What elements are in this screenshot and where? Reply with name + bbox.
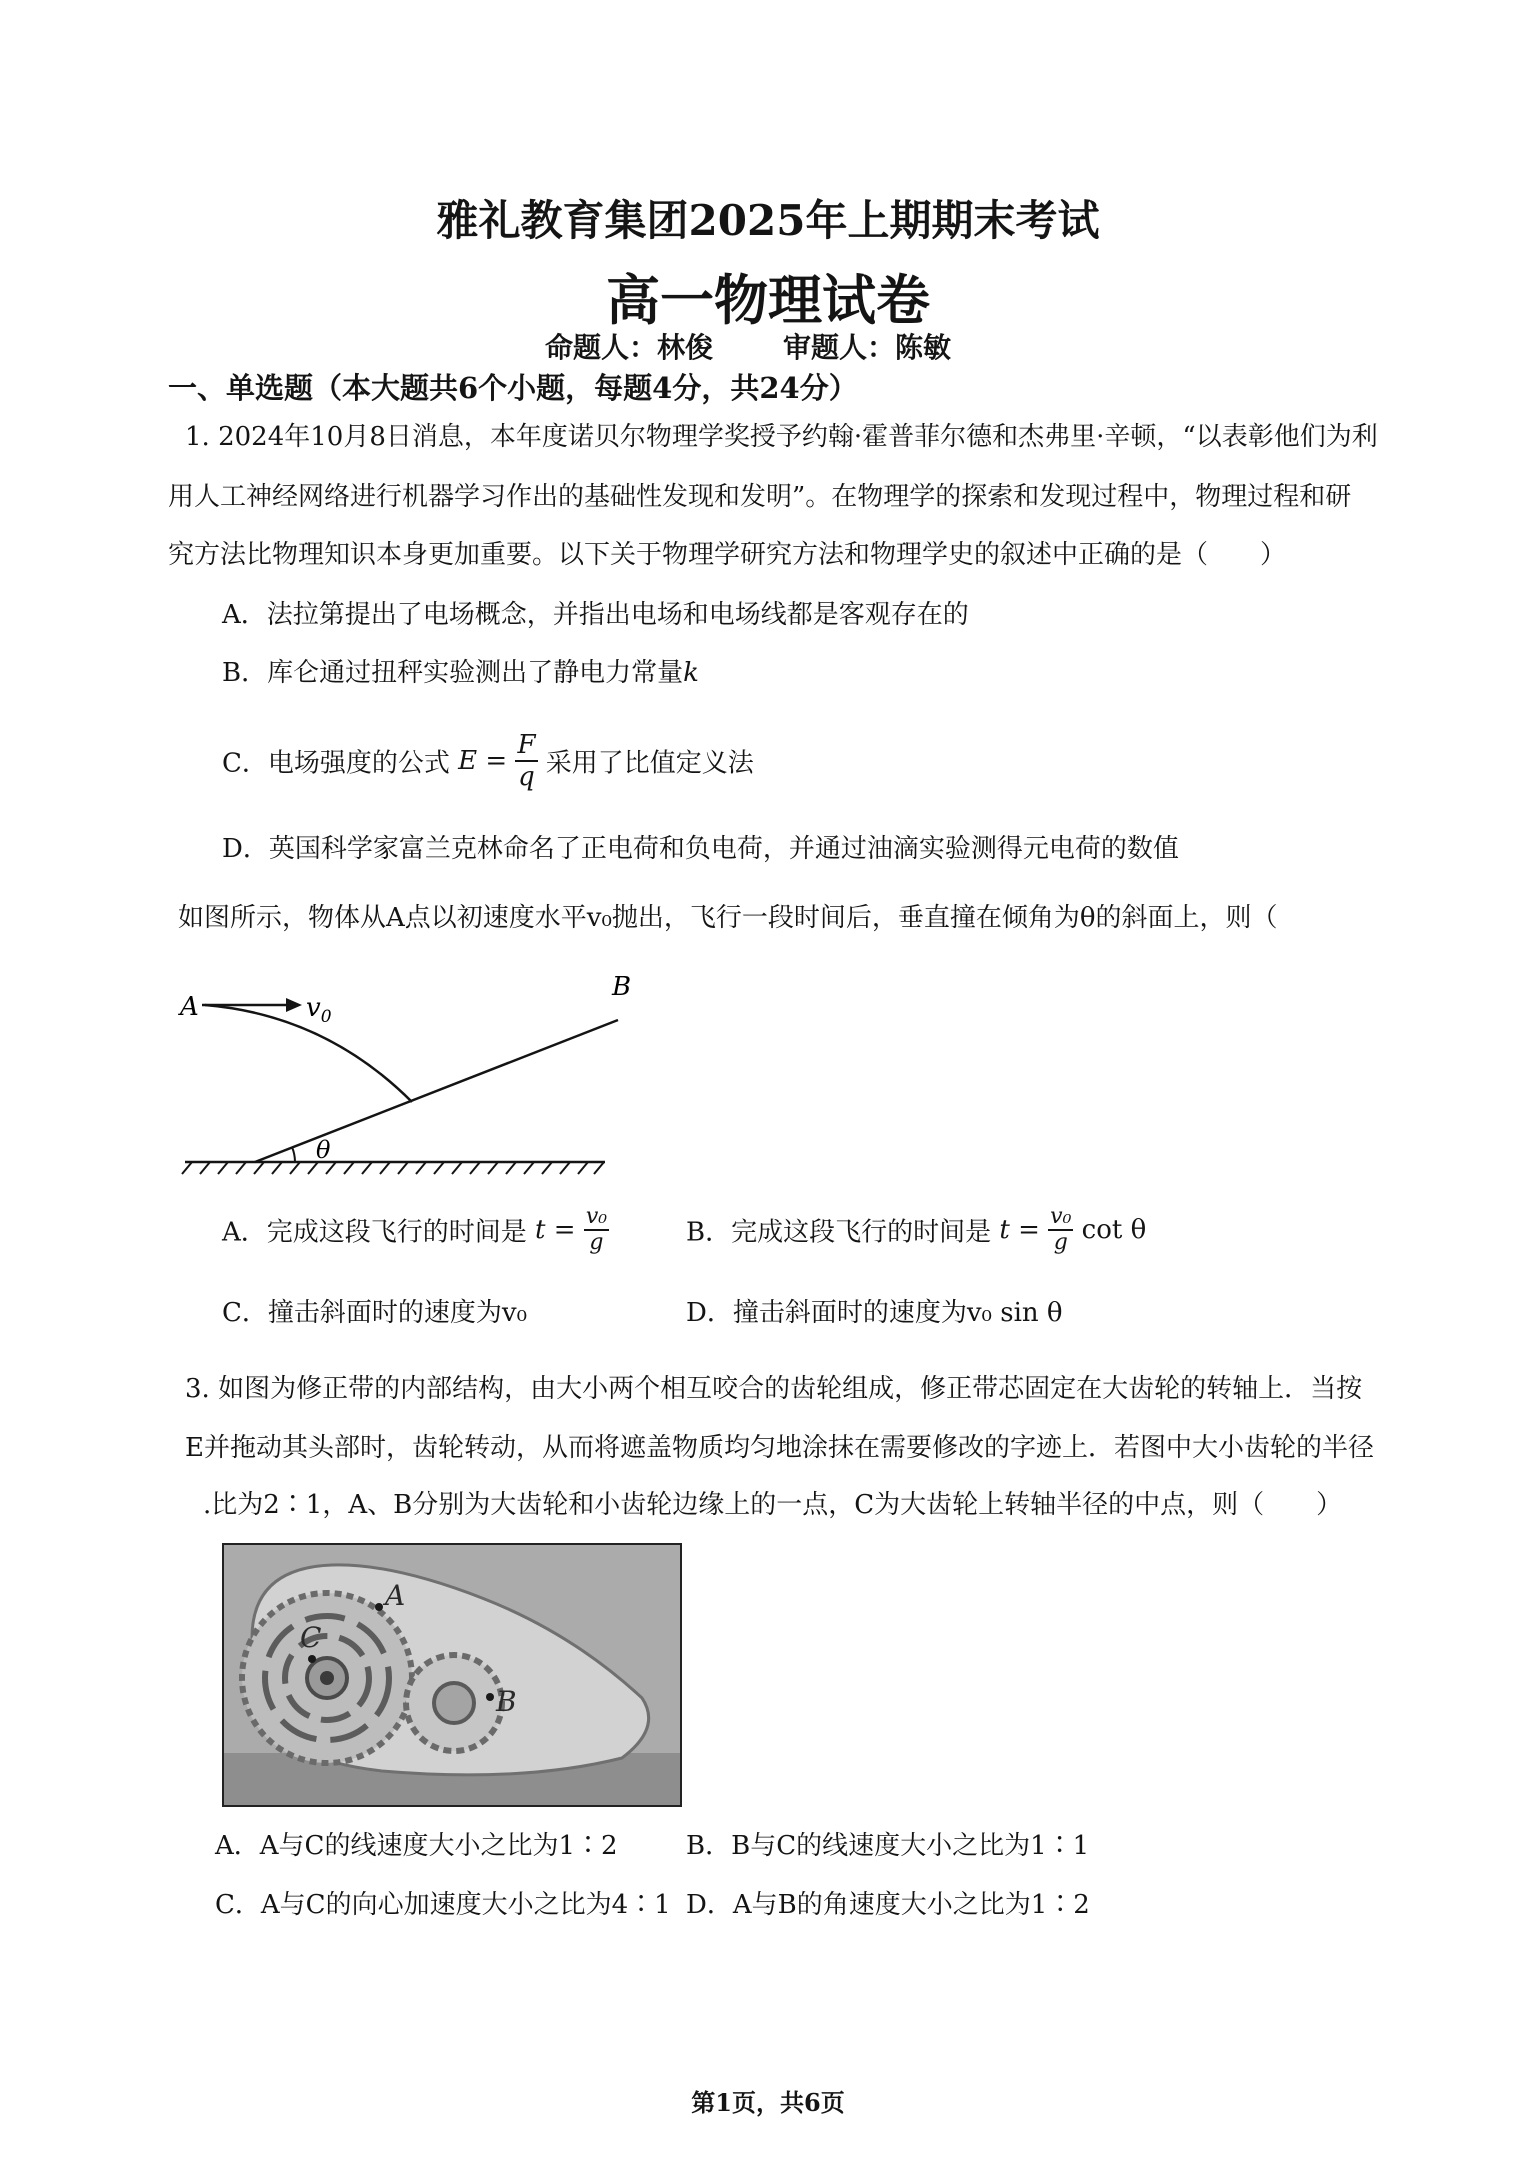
photo-label-c: C [300,1621,322,1654]
q2-option-a [222,1205,609,1255]
v0-label: $v_0$ [306,993,332,1027]
q3-option-c: C．A与C的向心加速度大小之比为4∶1 [215,1890,671,1920]
theta-arc [292,1147,295,1162]
q1-option-b [222,660,699,686]
small-gear-hub [434,1683,474,1723]
q3-stem-line2: E并拖动其头部时，齿轮转动，从而将遮盖物质均匀地涂抹在需要修改的字迹上．若图中大小齿轮的半径 [185,1433,1374,1463]
reviewer: 审题人：陈敏 [783,331,952,364]
q3-stem-line3: .比为2∶1，A、B分别为大齿轮和小齿轮边缘上的一点，C为大齿轮上转轴半径的中点，则（ ） [203,1490,1343,1520]
q2-option-a-prefix: A．完成这段飞行的时间是 [222,1217,527,1248]
q3-option-d: D．A与B的角速度大小之比为1∶2 [686,1890,1090,1920]
q2-option-c: C．撞击斜面时的速度为v₀ [222,1298,528,1328]
photo-label-b: B [496,1685,517,1718]
q1-option-c-lhs: E = [458,746,508,776]
q2-option-a-num: v₀ [585,1204,608,1229]
q2-stem: 如图所示，物体从A点以初速度水平v₀抛出，飞行一段时间后，垂直撞在倾角为θ的斜面上，则（ [178,903,1278,933]
q3-option-b: B．B与C的线速度大小之比为1∶1 [686,1831,1090,1861]
q3-correction-tape-photo [222,1543,682,1807]
section-heading: 一、单选题（本大题共6个小题，每题4分，共24分） [168,371,858,405]
q2-option-a-fraction [584,1205,609,1255]
ground-hatching [182,1162,604,1174]
photo-label-a: A [385,1579,406,1612]
incline-line [255,1020,618,1162]
q1-option-c [222,730,754,792]
q2-option-b-suffix: cot θ [1081,1215,1147,1245]
point-a-label: A [180,992,199,1022]
velocity-arrowhead [286,998,302,1012]
q1-option-c-den: q [518,762,535,792]
q2-option-a-lhs: t = [535,1215,576,1245]
theta-label: θ [316,1136,331,1164]
q2-option-a-den: g [589,1230,604,1255]
exam-title: 雅礼教育集团2025年上期期末考试 [436,196,1100,245]
q3-option-a: A．A与C的线速度大小之比为1∶2 [215,1831,618,1861]
setter: 命题人：林俊 [545,331,714,364]
q1-stem-line2: 用人工神经网络进行机器学习作出的基础性发现和发明”。在物理学的探索和发现过程中，物理过程和研 [168,482,1352,512]
q1-option-b-text: B．库仑通过扭秤实验测出了静电力常量 [222,658,684,688]
q1-option-d: D．英国科学家富兰克林命名了正电荷和负电荷，并通过油滴实验测得元电荷的数值 [222,834,1179,864]
q1-option-c-prefix: C．电场强度的公式 [222,748,450,779]
q2-incline-diagram [180,960,632,1185]
q2-option-b-fraction [1048,1205,1073,1255]
point-b-label: B [612,972,632,1002]
q1-stem-line3: 究方法比物理知识本身更加重要。以下关于物理学研究方法和物理学史的叙述中正确的是（ ） [168,540,1287,570]
point-a-dot [375,1603,383,1611]
q2-option-d: D．撞击斜面时的速度为v₀ sin θ [686,1298,1063,1328]
q2-option-b-num: v₀ [1050,1204,1072,1229]
point-c-dot [308,1655,316,1663]
q1-option-c-suffix: 采用了比值定义法 [545,748,754,779]
q2-option-b [686,1205,1146,1255]
q1-option-b-var: k [683,658,699,688]
q2-option-b-lhs: t = [999,1215,1040,1245]
point-b-dot [486,1693,494,1701]
q2-option-b-den: g [1053,1230,1068,1255]
q1-option-c-num: F [517,730,536,760]
q2-option-b-prefix: B．完成这段飞行的时间是 [686,1217,992,1248]
author-line [545,326,951,366]
exam-subtitle: 高一物理试卷 [606,268,930,332]
q1-option-a: A．法拉第提出了电场概念，并指出电场和电场线都是客观存在的 [222,600,969,630]
q3-stem-line1: 3. 如图为修正带的内部结构，由大小两个相互咬合的齿轮组成，修正带芯固定在大齿轮的转轴上．当按 [185,1374,1363,1404]
q1-option-c-fraction [515,730,537,792]
large-gear-axle [320,1671,334,1685]
q1-stem-line1: 1. 2024年10月8日消息，本年度诺贝尔物理学奖授予约翰·霍普菲尔德和杰弗里·辛顿，“以表彰他们为利 [185,422,1378,452]
page-footer: 第1页，共6页 [691,2088,845,2117]
